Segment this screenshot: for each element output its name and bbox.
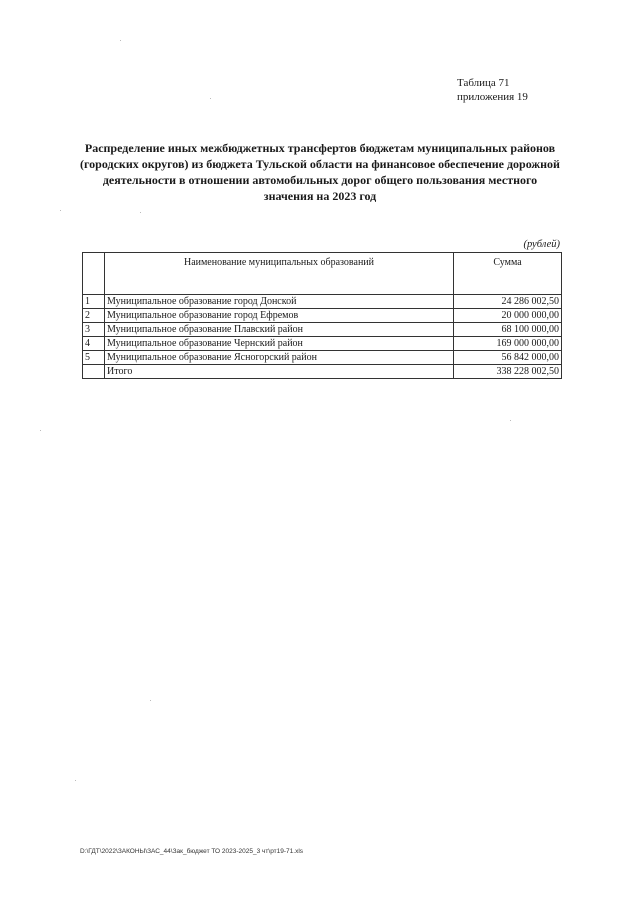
scan-speck — [510, 420, 511, 421]
row-sum: 169 000 000,00 — [454, 337, 562, 351]
document-title: Распределение иных межбюджетных трансфертов бюджетам муниципальных районов (городских округов) из бюджета Тульской области на финансовое обеспечение дорожной деятельности в отношении автомобильных дорог общего пользования местного значения на 2023 год — [80, 141, 560, 203]
row-name: Муниципальное образование город Ефремов — [105, 309, 454, 323]
row-name: Муниципальное образование Ясногорский район — [105, 351, 454, 365]
table-row — [83, 337, 562, 351]
row-number: 3 — [83, 323, 105, 337]
row-number: 1 — [83, 295, 105, 309]
table-row — [83, 295, 562, 309]
total-number — [83, 365, 105, 379]
row-sum: 68 100 000,00 — [454, 323, 562, 337]
table-row — [83, 351, 562, 365]
appendix-number: приложения 19 — [457, 91, 528, 103]
table-row — [83, 323, 562, 337]
scan-speck — [60, 210, 61, 211]
scan-speck — [210, 98, 211, 99]
scan-speck — [40, 430, 41, 431]
scan-speck — [75, 780, 76, 781]
scan-speck — [140, 212, 141, 213]
row-number: 5 — [83, 351, 105, 365]
row-number: 4 — [83, 337, 105, 351]
header-number — [83, 253, 105, 295]
row-sum: 24 286 002,50 — [454, 295, 562, 309]
total-sum: 338 228 002,50 — [454, 365, 562, 379]
table-row — [83, 309, 562, 323]
scan-speck — [120, 40, 121, 41]
row-sum: 56 842 000,00 — [454, 351, 562, 365]
table-number: Таблица 71 — [457, 77, 510, 89]
total-label: Итого — [105, 365, 454, 379]
row-name: Муниципальное образование Плавский район — [105, 323, 454, 337]
table-reference — [457, 76, 528, 104]
table-header-row — [83, 253, 562, 295]
distribution-table — [82, 252, 562, 379]
table-total-row — [83, 365, 562, 379]
row-number: 2 — [83, 309, 105, 323]
scan-speck — [150, 700, 151, 701]
header-sum: Сумма — [454, 253, 562, 295]
row-name: Муниципальное образование Чернский район — [105, 337, 454, 351]
currency-unit: (рублей) — [523, 239, 560, 250]
row-sum: 20 000 000,00 — [454, 309, 562, 323]
header-name: Наименование муниципальных образований — [105, 253, 454, 295]
row-name: Муниципальное образование город Донской — [105, 295, 454, 309]
file-path-footer: D:\ГДТ\2022\ЗАКОНЫ\ЗАС_44\Зак_бюджет ТО 2023-2025_3 чт\рт19-71.xls — [80, 848, 304, 855]
